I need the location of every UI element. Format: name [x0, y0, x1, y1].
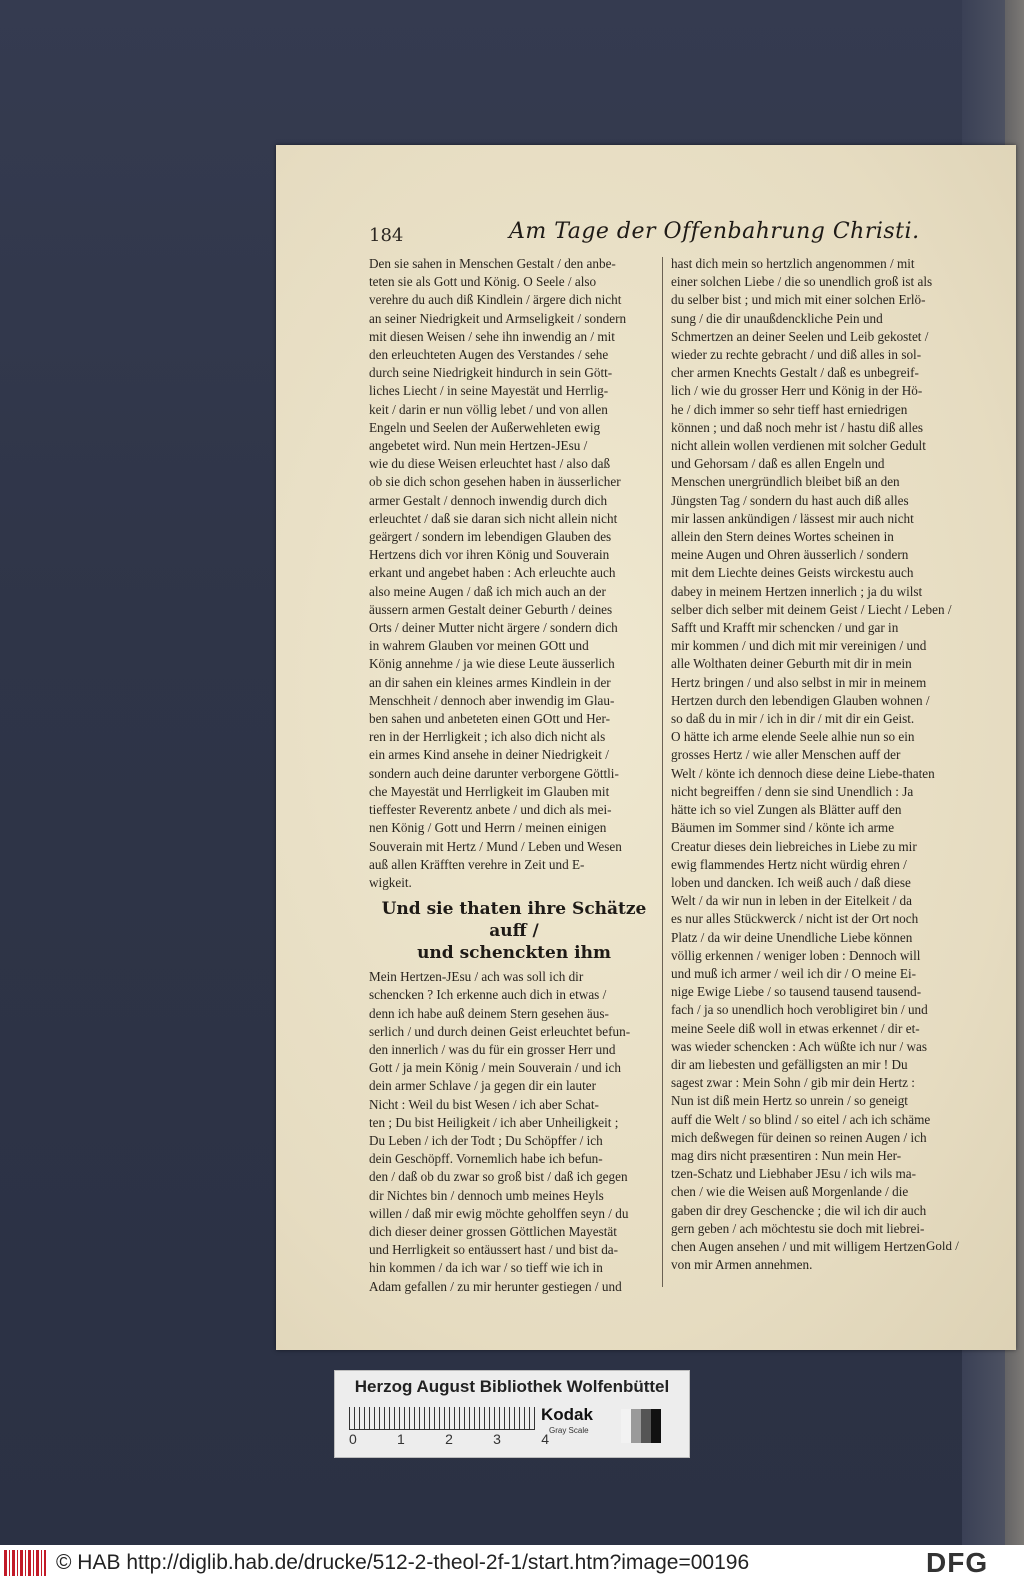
text-line: Adam gefallen / zu mir herunter gestiegen / und: [369, 1278, 622, 1294]
text-line: meine Seele diß woll in etwas erkennet / dir et-: [671, 1020, 920, 1036]
kodak-brand: Kodak: [541, 1405, 593, 1424]
text-line: lich / wie du grosser Herr und König in der Hö-: [671, 383, 923, 399]
text-line: chen Augen ansehen / und mit willigem Hertzen: [671, 1238, 926, 1254]
text-line: den erleuchteten Augen des Verstandes / sehe: [369, 347, 609, 363]
scale-number: 0: [349, 1431, 357, 1447]
left-paragraph-2: [369, 968, 659, 1296]
text-line: Engeln und Seelen der Außerwehleten ewig: [369, 419, 601, 435]
kodak-gray-scale-label: Gray Scale: [549, 1426, 589, 1435]
text-line: den / daß ob du zwar so groß bist / daß ich gegen: [369, 1169, 628, 1185]
text-line: mir kommen / und dich mit mir vereinigen / und: [671, 638, 927, 654]
text-line: einer solchen Liebe / die so unendlich groß ist als: [671, 274, 933, 290]
text-line: Menschheit / dennoch aber inwendig im Glau-: [369, 692, 615, 708]
text-line: König annehme / ja wie diese Leute äusserlich: [369, 656, 615, 672]
text-line: völlig erkennen / weniger loben : Dennoch will: [671, 947, 921, 963]
page-header: [369, 217, 989, 247]
text-line: dir Nichtes bin / dennoch umb meines Heyls: [369, 1187, 604, 1203]
text-line: fach / ja so unendlich hoch verobligiret bin / und: [671, 1002, 928, 1018]
scale-number: 1: [397, 1431, 405, 1447]
text-line: Bäumen im Sommer sind / könte ich arme: [671, 820, 895, 836]
text-line: können ; und daß noch mehr ist / hastu diß alles: [671, 419, 923, 435]
library-label-card: [334, 1370, 690, 1458]
text-line: meine Augen und Ohren äusserlich / sondern: [671, 547, 909, 563]
text-line: ein armes Kind ansehe in deiner Niedrigkeit /: [369, 747, 609, 763]
scale-number: 4: [541, 1431, 549, 1447]
text-line: also meine Augen / daß ich mich auch an der: [369, 583, 606, 599]
measurement-scale: [349, 1407, 535, 1430]
text-line: erkant und angebet haben : Ach erleuchte auch: [369, 565, 616, 581]
text-line: chen / wie die Weisen auß Morgenlande / die: [671, 1184, 909, 1200]
text-line: nicht allein wollen verdienen mit solcher Gedult: [671, 438, 926, 454]
text-line: und Herrligkeit so entäussert hast / und bist da-: [369, 1242, 619, 1258]
text-line: mit dem Liechte deines Geists wirckestu auch: [671, 565, 914, 581]
catchword: Gold /: [926, 1238, 959, 1253]
text-line: cher armen Knechts Gestalt / daß es unbegreif-: [671, 365, 919, 381]
text-line: du selber bist ; und mich mit einer solchen Erlö-: [671, 292, 926, 308]
text-line: keit / darin er nun völlig lebet / und von allen: [369, 401, 608, 417]
right-paragraph: [671, 255, 961, 1274]
text-line: auff die Welt / so blind / so eitel / ach ich schäme: [671, 1111, 931, 1127]
text-line: Hertz bringen / und also selbst in mir in meinem: [671, 674, 927, 690]
text-line: an dir sahen ein kleines armes Kindlein in der: [369, 674, 611, 690]
text-line: Jüngsten Tag / sondern du hast auch diß alles: [671, 492, 909, 508]
text-line: Welt / könte ich dennoch diese deine Liebe-thaten: [671, 765, 935, 781]
text-line: durch seine Niedrigkeit hindurch in sein Gött-: [369, 365, 613, 381]
text-line: Creatur dieses dein liebreiches in Liebe zu mir: [671, 838, 917, 854]
text-line: ben sahen und anbeteten einen GOtt und Her-: [369, 711, 611, 727]
text-line: allein den Stern deines Wortes scheinen in: [671, 529, 894, 545]
text-line: verehre du auch diß Kindlein / ärgere dich nicht: [369, 292, 622, 308]
text-line: Safft und Krafft mir schencken / und gar in: [671, 620, 899, 636]
text-line: che Mayestät und Herrligkeit im Glauben mit: [369, 783, 610, 799]
text-line: Hertzens dich vor ihren König und Souverain: [369, 547, 610, 563]
text-line: Schmertzen an deiner Seelen und Leib gekostet /: [671, 328, 929, 344]
text-line: mag dirs nicht præsentiren : Nun mein Her-: [671, 1147, 902, 1163]
text-line: nicht begreiffen / denn sie sind Unendlich : Ja: [671, 783, 914, 799]
running-title: Am Tage der Offenbahrung Christi.: [509, 219, 920, 244]
text-line: he / dich immer so sehr tieff hast erniedrigen: [671, 401, 908, 417]
text-line: von mir Armen annehmen.: [671, 1257, 813, 1273]
text-line: mich deßwegen für deinen so reinen Augen / ich: [671, 1129, 927, 1145]
section-heading-line-2: und schenckten ihm: [417, 943, 611, 964]
text-line: mit diesen Weisen / sehe ihn inwendig an / mit: [369, 328, 615, 344]
text-line: grosses Hertz / wie aller Menschen auff der: [671, 747, 901, 763]
left-paragraph-1: [369, 255, 659, 892]
text-line: O hätte ich arme elende Seele alhie nun so ein: [671, 729, 915, 745]
text-line: sagest zwar : Mein Sohn / gib mir dein Hertz :: [671, 1075, 915, 1091]
text-line: Orts / deiner Mutter nicht ärgere / sondern dich: [369, 620, 618, 636]
text-line: den innerlich / was du für ein grosser Herr und: [369, 1041, 616, 1057]
text-line: dein Geschöpff. Vornemlich habe ich befun-: [369, 1151, 603, 1167]
text-line: dich dieser deiner grossen Göttlichen Mayestät: [369, 1223, 617, 1239]
text-line: selber dich selber mit deinem Geist / Liecht / Leben /: [671, 601, 952, 617]
text-line: hätte ich so viel Zungen als Blätter auff den: [671, 802, 902, 818]
text-line: in wahrem Glauben vor meinen GOtt und: [369, 638, 589, 654]
hab-logo-icon: [4, 1550, 46, 1576]
text-line: ob sie dich schon gesehen haben in äusserlicher: [369, 474, 621, 490]
text-line: erleuchtet / daß sie daran sich nicht allein nicht: [369, 510, 618, 526]
library-name: Herzog August Bibliothek Wolfenbüttel: [354, 1377, 670, 1396]
text-line: liches Liecht / in seine Mayestät und Herrlig-: [369, 383, 609, 399]
text-line: Nun ist diß mein Hertz so unrein / so geneigt: [671, 1093, 908, 1109]
text-line: äussern armen Gestalt deiner Geburth / deines: [369, 601, 613, 617]
text-line: teten sie als Gott und König. O Seele / also: [369, 274, 597, 290]
text-line: geärgert / sondern im lebendigen Glauben des: [369, 529, 612, 545]
text-line: serlich / und durch deinen Geist erleuchtet befun-: [369, 1023, 631, 1039]
text-line: auß allen Kräfften verehre in Zeit und E-: [369, 856, 585, 872]
text-line: es nur alles Stückwerck / nicht ist der Ort noch: [671, 911, 919, 927]
text-line: dein armer Schlave / ja gegen dir ein lauter: [369, 1078, 597, 1094]
footer-url[interactable]: © HAB http://diglib.hab.de/drucke/512-2-theol-2f-1/start.htm?image=00196: [56, 1551, 750, 1574]
text-line: hast dich mein so hertzlich angenommen / mit: [671, 256, 915, 271]
right-column: [671, 255, 961, 1274]
page-number: 184: [369, 225, 404, 246]
text-line: sondern auch deine darunter verborgene Göttli-: [369, 765, 619, 781]
text-line: armer Gestalt / dennoch inwendig durch dich: [369, 492, 608, 508]
text-line: dabey in meinem Hertzen innerlich ; ja du wilst: [671, 583, 923, 599]
text-line: sung / die dir unaußdenckliche Pein und: [671, 310, 883, 326]
section-heading: [369, 898, 659, 964]
text-line: was wieder schencken : Ach wüßte ich nur / was: [671, 1038, 927, 1054]
scale-number: 2: [445, 1431, 453, 1447]
book-page: [276, 145, 1016, 1350]
left-column: [369, 255, 659, 1296]
text-line: dir am liebesten und gefälligsten an mir ! Du: [671, 1056, 908, 1072]
scale-numbers: [349, 1431, 549, 1447]
text-line: Gott / ja mein König / mein Souverain / und ich: [369, 1060, 621, 1076]
text-line: schencken ? Ich erkenne auch dich in etwas /: [369, 987, 607, 1003]
text-line: mir lassen ankündigen / lässest mir auch nicht: [671, 510, 914, 526]
text-line: tzen-Schatz und Liebhaber JEsu / ich wils ma-: [671, 1166, 916, 1182]
text-line: ten ; Du bist Heiligkeit / ich aber Unheiligkeit ;: [369, 1114, 619, 1130]
text-line: Welt / da wir nun in leben in der Eitelkeit / da: [671, 893, 913, 909]
text-line: wie du diese Weisen erleuchtet hast / also daß: [369, 456, 611, 472]
column-divider: [662, 257, 663, 1287]
text-line: ren in der Herrligkeit ; ich also dich nicht als: [369, 729, 606, 745]
text-line: tieffester Reverentz anbete / und dich als mei-: [369, 802, 612, 818]
text-line: gern geben / ach möchtestu sie doch mit liebrei-: [671, 1220, 925, 1236]
text-line: gaben dir drey Geschencke ; die wil ich dir auch: [671, 1202, 927, 1218]
text-line: und muß ich armer / weil ich dir / O meine Ei-: [671, 965, 916, 981]
text-line: loben und dancken. Ich weiß auch / daß diese: [671, 874, 911, 890]
text-line: so daß du in mir / ich in dir / mit dir ein Geist.: [671, 711, 915, 727]
text-line: willen / daß mir ewig möchte geholffen seyn / du: [369, 1205, 629, 1221]
gray-scale-swatches: [621, 1409, 661, 1443]
dfg-logo: DFG: [926, 1547, 989, 1578]
text-line: angebetet wird. Nun mein Hertzen-JEsu /: [369, 438, 588, 454]
text-line: Den sie sahen in Menschen Gestalt / den anbe-: [369, 256, 616, 271]
text-line: hin kommen / da ich war / so tieff wie ich in: [369, 1260, 603, 1276]
text-line: Souverain mit Hertz / Mund / Leben und Wesen: [369, 838, 622, 854]
section-heading-line-1: Und sie thaten ihre Schätze auff /: [381, 899, 647, 942]
text-line: Platz / da wir deine Unendliche Liebe können: [671, 929, 913, 945]
text-line: denn ich habe auß deinem Stern gesehen äus-: [369, 1005, 609, 1021]
text-line: ewig flammendes Hertz nicht würdig ehren /: [671, 856, 907, 872]
footer-bar: [0, 1545, 1024, 1582]
text-line: alle Wolthaten deiner Geburth mit dir in mein: [671, 656, 912, 672]
text-line: Nicht : Weil du bist Wesen / ich aber Schat-: [369, 1096, 599, 1112]
text-line: nen König / Gott und Herrn / meinen einigen: [369, 820, 607, 836]
text-line: an seiner Niedrigkeit und Armseligkeit / sondern: [369, 310, 627, 326]
text-line: Hertzen durch den lebendigen Glauben wohnen /: [671, 692, 930, 708]
text-line: wigkeit.: [369, 874, 412, 890]
text-line: Menschen unergründlich bleibet biß an den: [671, 474, 900, 490]
text-line: und Gehorsam / daß es allen Engeln und: [671, 456, 885, 472]
text-line: nige Ewige Liebe / so tausend tausend tausend-: [671, 984, 922, 1000]
text-line: Mein Hertzen-JEsu / ach was soll ich dir: [369, 969, 584, 985]
scale-number: 3: [493, 1431, 501, 1447]
text-line: Du Leben / ich der Todt ; Du Schöpffer / ich: [369, 1132, 603, 1148]
text-line: wieder zu rechte gebracht / und diß alles in sol-: [671, 347, 922, 363]
